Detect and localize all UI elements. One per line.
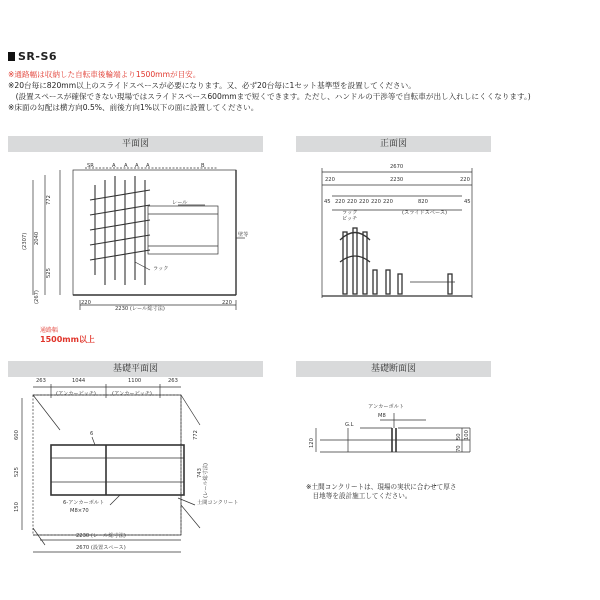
plan-dim-2230: 2230 (レール総寸法) [115, 306, 165, 312]
fplan-anchor-bolt: 6-アンカーボルト [63, 500, 105, 506]
plan-dim-220b: 220 [222, 300, 232, 306]
front-seg-220: 220 [347, 199, 357, 205]
front-dim-45a: 45 [324, 199, 331, 205]
panel-header-front: 正面図 [296, 136, 491, 152]
plan-dim-2040: 2040 [34, 231, 40, 245]
fsec-dim-50: 50 [456, 433, 462, 440]
fplan-rail-total: (レール総寸法) [203, 462, 209, 498]
plan-label-rail: レール [172, 200, 188, 206]
fplan-anchor-size: M8×70 [70, 508, 89, 514]
front-rack-pitch: ラック ピッチ [342, 210, 358, 222]
front-dim-2670: 2670 [390, 164, 404, 170]
front-seg-220: 220 [383, 199, 393, 205]
front-seg-220: 220 [335, 199, 345, 205]
fplan-dim-772: 772 [193, 430, 199, 440]
front-dim-220b: 220 [460, 177, 470, 183]
note-short-slide: (設置スペースが確保できない現場ではスライドスペース600mmまで短くできます。ただし、ハンドルの干渉等で自転車が出し入れしにくくなります。) [8, 92, 531, 101]
note-slide-space: ※20台毎に820mm以上のスライドスペースが必要になります。又、必ず20台毎に1セット基準型を設置してください。 [8, 81, 416, 90]
plan-label-b: B [201, 163, 205, 169]
note-slope: ※床面の勾配は横方向0.5%、前後方向1%以下の面に設置してください。 [8, 103, 259, 112]
fplan-dim-150: 150 [14, 502, 20, 512]
fsec-dim-120: 120 [309, 438, 315, 448]
panel-header-foundation-section: 基礎断面図 [296, 361, 491, 377]
plan-dim-267: (267) [34, 290, 40, 304]
fplan-dim-525: 525 [14, 467, 20, 477]
fsec-anchor-bolt: アンカーボルト [368, 404, 405, 410]
plan-racks [90, 176, 150, 285]
front-dim-820: 820 [418, 199, 428, 205]
foundation-section-view [316, 413, 470, 452]
front-seg-220: 220 [371, 199, 381, 205]
fplan-dim-6: 6 [90, 431, 94, 437]
plan-view [33, 168, 245, 310]
front-dim-45b: 45 [464, 199, 471, 205]
fplan-dim-743: 743 [197, 468, 203, 478]
front-racks [340, 228, 452, 294]
plan-wall-outline [73, 170, 236, 295]
product-title: SR-S6 [8, 50, 57, 63]
fsec-gl: G.L [345, 422, 354, 428]
plan-label-a1: A [112, 163, 116, 169]
plan-dim-772: 772 [46, 195, 52, 205]
fsec-anchor-size: M8 [378, 413, 386, 419]
plan-dim-2307: (2307) [22, 232, 28, 250]
fplan-dim-263a: 263 [36, 378, 46, 384]
fsec-note: ※土間コンクリートは、現場の実状に合わせて厚さ 目地等を設計施工してください。 [306, 483, 457, 500]
plan-label-a4: A [146, 163, 150, 169]
plan-label-a3: A [135, 163, 139, 169]
fplan-dim-2230: 2230 (レール総寸法) [76, 533, 126, 539]
fplan-anchor-pitch-b: (アンカーピッチ) [112, 391, 152, 397]
panel-header-foundation-plan: 基礎平面図 [8, 361, 263, 377]
fplan-dim-1100: 1100 [128, 378, 142, 384]
fplan-soil-concrete: 土間コンクリート [197, 500, 239, 506]
fplan-dim-263b: 263 [168, 378, 178, 384]
front-seg-220: 220 [359, 199, 369, 205]
fsec-dim-100: 100 [464, 430, 470, 440]
fplan-anchor-pitch-a: (アンカーピッチ) [56, 391, 96, 397]
plan-label-a2: A [124, 163, 128, 169]
fplan-dim-600: 600 [14, 430, 20, 440]
fsec-dim-70: 70 [456, 445, 462, 452]
plan-label-rack: ラック [153, 266, 169, 272]
foundation-plan-view [22, 384, 200, 552]
fplan-dim-1044: 1044 [72, 378, 86, 384]
plan-label-sr: SR [87, 163, 94, 169]
plan-rail [148, 206, 218, 254]
front-dim-220a: 220 [325, 177, 335, 183]
plan-dim-525: 525 [46, 268, 52, 278]
plan-dim-220a: 220 [81, 300, 91, 306]
plan-label-wall: 壁等 [238, 232, 249, 238]
fplan-dim-2670: 2670 (設置スペース) [76, 545, 126, 551]
front-dim-2230: 2230 [390, 177, 404, 183]
note-aisle: ※通路幅は収納した自転車後輪端より1500mmが目安。 [8, 70, 201, 79]
panel-header-plan: 平面図 [8, 136, 263, 152]
front-slide-space: (スライドスペース) [402, 210, 448, 216]
foundation-frame [51, 445, 184, 495]
aisle-width-label: 通路幅 1500mm以上 [40, 327, 95, 344]
front-view [322, 168, 472, 298]
